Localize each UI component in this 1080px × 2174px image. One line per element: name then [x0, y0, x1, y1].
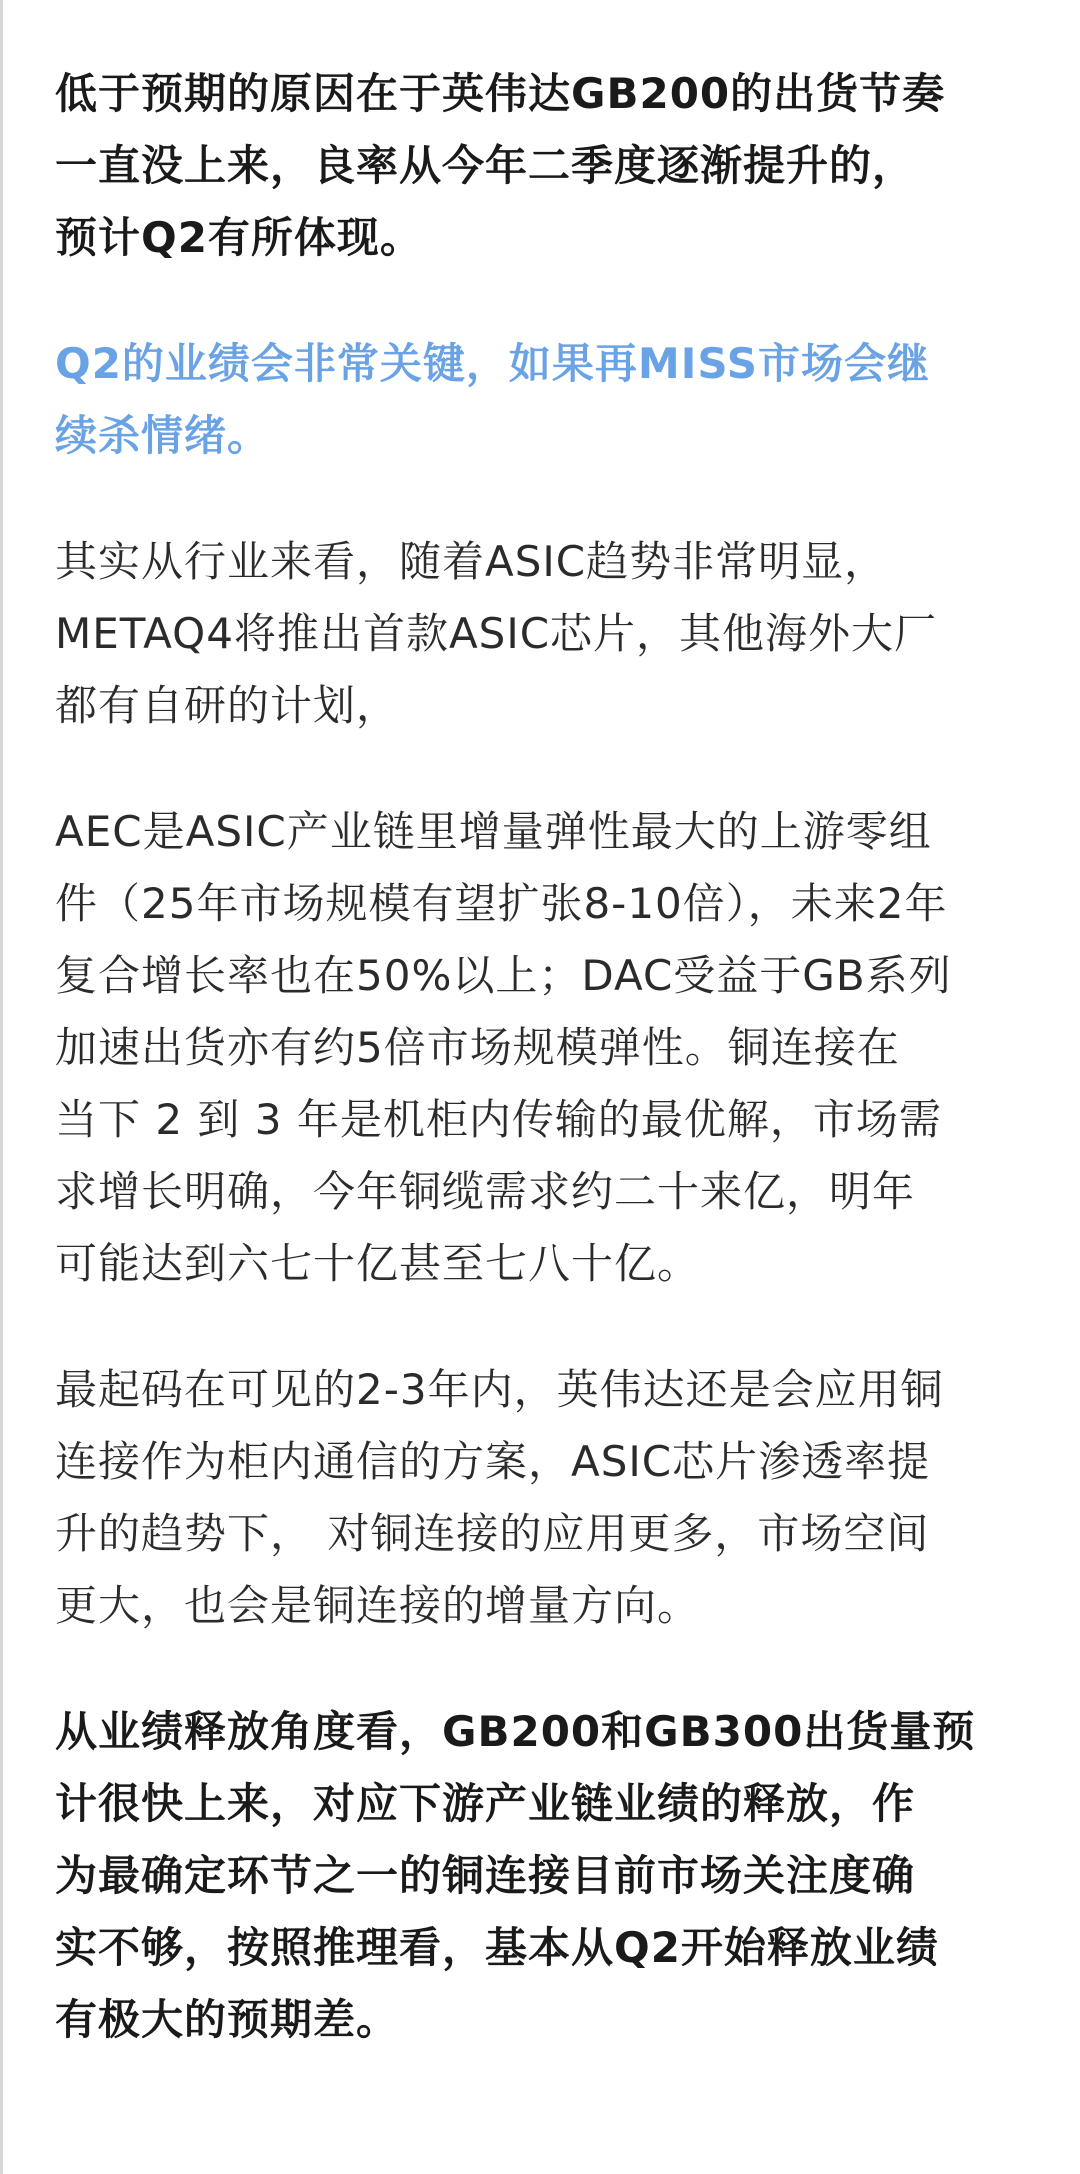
paragraph-q2-key: Q2的业绩会非常关键，如果再MISS市场会继 续杀情绪。 [55, 339, 930, 460]
paragraph-gb200-shipment: 低于预期的原因在于英伟达GB200的出货节奏 一直没上来，良率从今年二季度逐渐提升的， 预计Q2有所体现。 [55, 69, 946, 262]
paragraph-aec-dac: AEC是ASIC产业链里增量弹性最大的上游零组 件（25年市场规模有望扩张8-10倍），未来2年 复合增长率也在50%以上；DAC受益于GB系列 加速出货亦有约5倍市场规模弹性。铜连接在 当下 2 到 3 年是机柜内传输的最优解，市场需 求增长明确，今年铜缆需求约二十来亿，明年 可能达到六七十亿甚至七八十亿。 [55, 807, 952, 1288]
page-left-border [0, 0, 3, 2174]
paragraph-copper-connection: 最起码在可见的2-3年内，英伟达还是会应用铜 连接作为柜内通信的方案，ASIC芯片渗透率提 升的趋势下， 对铜连接的应用更多，市场空间 更大，也会是铜连接的增量方向。 [55, 1365, 944, 1630]
paragraph-earnings-release: 从业绩释放角度看，GB200和GB300出货量预 计很快上来，对应下游产业链业绩的释放，作 为最确定环节之一的铜连接目前市场关注度确 实不够，按照推理看，基本从Q2开始释放业绩 有极大的预期差。 [55, 1707, 976, 2044]
article-body [55, 58, 1035, 2056]
paragraph-asic-trend: 其实从行业来看，随着ASIC趋势非常明显， METAQ4将推出首款ASIC芯片，其他海外大厂 都有自研的计划， [55, 537, 938, 730]
